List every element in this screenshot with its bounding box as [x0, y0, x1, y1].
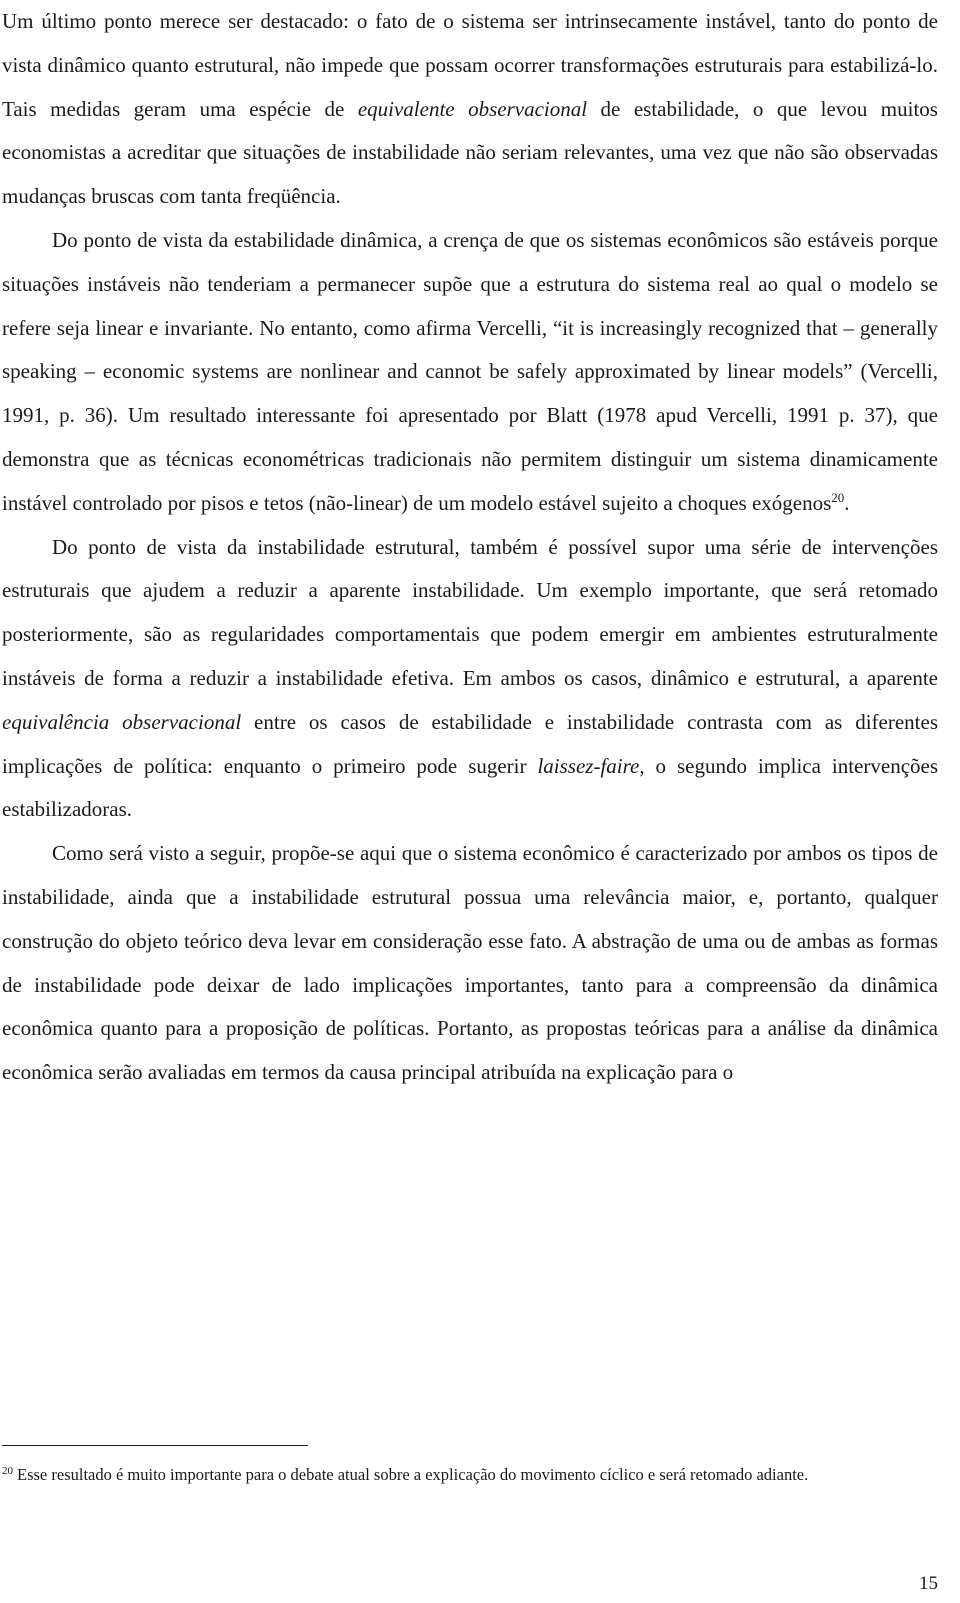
- p2-text-1: Do ponto de vista da estabilidade dinâmica, a crença de que os sistemas econômicos são estáveis porque situações instáveis não tenderiam a permanecer supõe que a estrutura do sistema real ao qual o modelo se refere seja linear e invariante. No entanto, como afirma Vercelli, “it is increasingly recognized that – generally speaking – economic systems are nonlinear and cannot be safely approximated by linear models” (Vercelli, 1991, p. 36). Um resultado interessante foi apresentado por Blatt (1978 apud Vercelli, 1991 p. 37), que demonstra que as técnicas econométricas tradicionais não permitem distinguir um sistema dinamicamente instável controlado por pisos e tetos (não-linear) de um modelo estável sujeito a choques exógenos: [2, 227, 938, 515]
- p3-text-3: , o segundo implica intervenções estabilizadoras.: [2, 753, 939, 822]
- footnote-number: 20: [2, 1464, 13, 1477]
- p3-text-1: Do ponto de vista da instabilidade estrutural, também é possível supor uma série de intervenções estruturais que ajudem a reduzir a aparente instabilidade. Um exemplo importante, que será retomado posteriormente, são as regularidades comportamentais que podem emergir em ambientes estruturalmente instáveis de forma a reduzir a instabilidade efetiva. Em ambos os casos, dinâmico e estrutural, a aparente: [2, 534, 938, 690]
- footnote-separator: [2, 1445, 308, 1446]
- p3-italic-term-1: equivalência observacional: [2, 709, 242, 734]
- paragraph-4: [2, 832, 938, 1095]
- footnote-20: [2, 1462, 938, 1488]
- p1-text-2: de estabilidade, o que levou muitos economistas a acreditar que situações de instabilidade não seriam relevantes, uma vez que não são observadas mudanças bruscas com tanta freqüência.: [2, 96, 938, 209]
- paragraph-2: [2, 219, 938, 526]
- p1-italic-term: equivalente observacional: [357, 96, 588, 121]
- footnote-ref-20: 20: [831, 489, 845, 505]
- p3-italic-term-2: laissez-faire: [537, 753, 640, 778]
- p2-text-2: .: [844, 490, 850, 515]
- p1-text-1: Um último ponto merece ser destacado: o fato de o sistema ser intrinsecamente instável, tanto do ponto de vista dinâmico quanto estrutural, não impede que possam ocorrer transformações estruturais para estabilizá-lo. Tais medidas geram uma espécie de: [2, 9, 938, 121]
- page-body: [2, 0, 938, 1095]
- page-number: 15: [919, 1573, 938, 1594]
- p4-text-1: Como será visto a seguir, propõe-se aqui que o sistema econômico é caracterizado por ambos os tipos de instabilidade, ainda que a instabilidade estrutural possua uma relevância maior, e, portanto, qualquer construção do objeto teórico deva levar em consideração esse fato. A abstração de uma ou de ambas as formas de instabilidade pode deixar de lado implicações importantes, tanto para a compreensão da dinâmica econômica quanto para a proposição de políticas. Portanto, as propostas teóricas para a análise da dinâmica econômica serão avaliadas em termos da causa principal atribuída na explicação para o: [2, 841, 938, 1085]
- paragraph-3: [2, 526, 938, 833]
- p3-text-2: entre os casos de estabilidade e instabilidade contrasta com as diferentes implicações de política: enquanto o primeiro pode sugerir: [2, 709, 939, 778]
- paragraph-1: [2, 0, 938, 219]
- footnote-text: Esse resultado é muito importante para o debate atual sobre a explicação do movimento cíclico e será retomado adiante.: [17, 1465, 809, 1484]
